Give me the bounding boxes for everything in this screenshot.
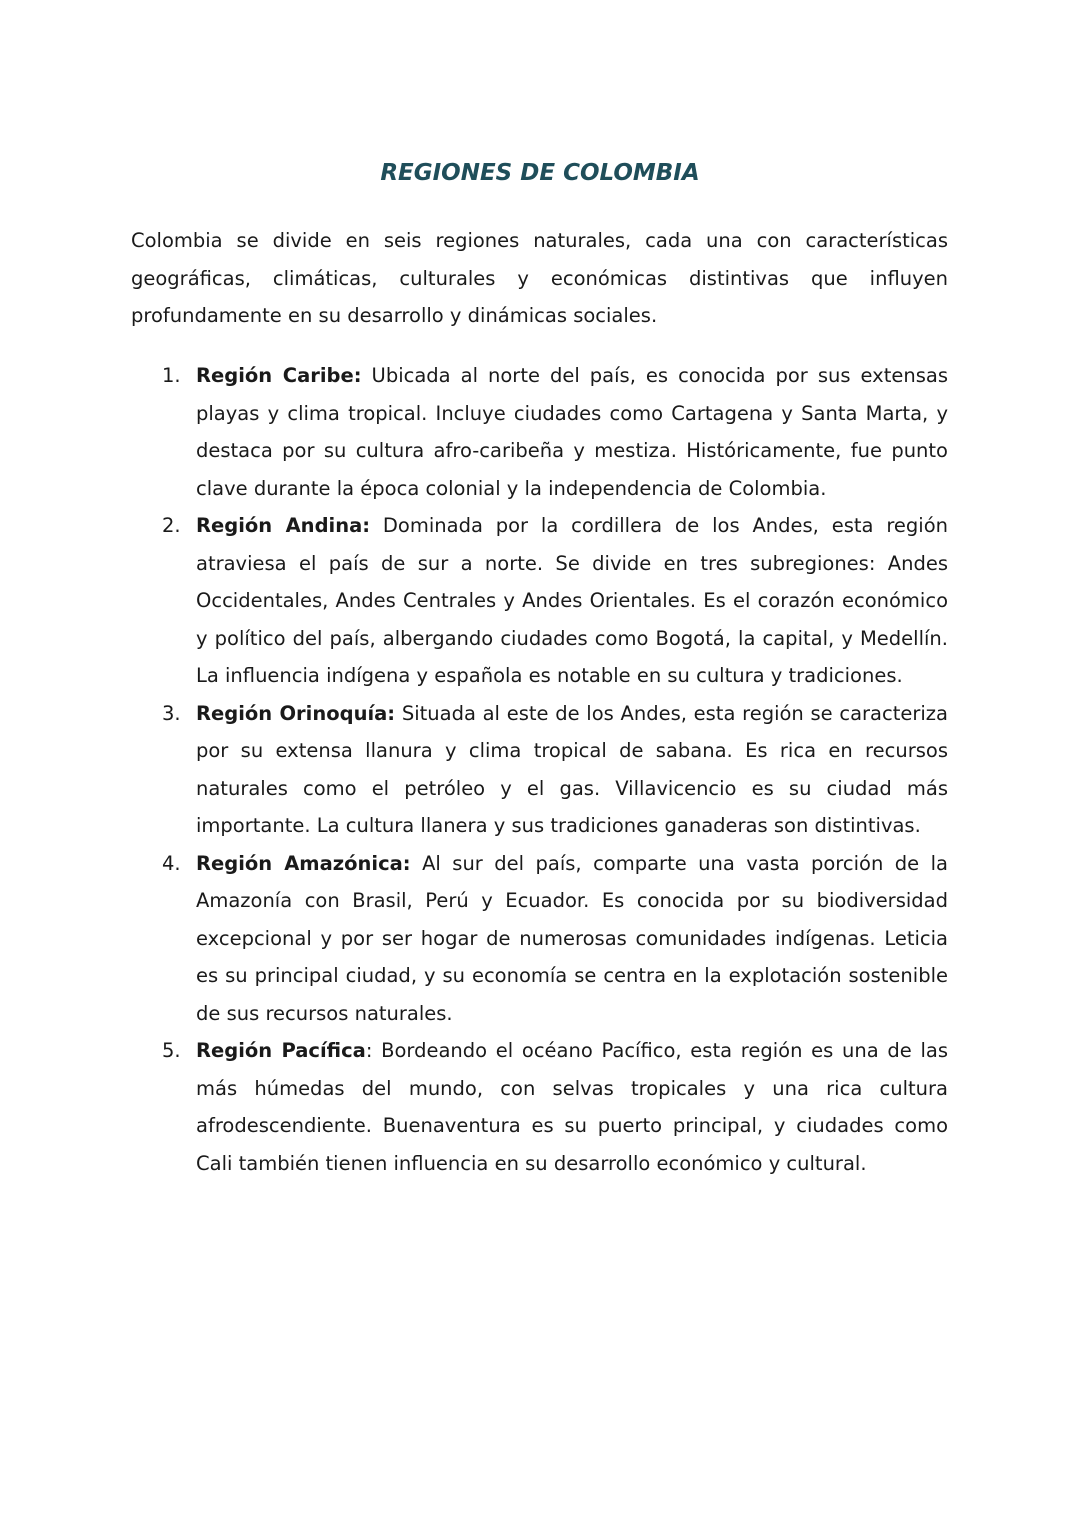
region-name: Región Amazónica: [196, 851, 411, 875]
list-number: 1. [162, 364, 181, 387]
page-title: REGIONES DE COLOMBIA [380, 160, 700, 186]
intro-paragraph: Colombia se divide en seis regiones naturales, cada una con características geográficas, climáticas, culturales y económicas distintivas que influyen profundamente en su desarrollo y dinámicas sociales. [131, 229, 948, 327]
list-number: 4. [162, 851, 181, 875]
list-item-caribe [131, 357, 948, 507]
list-number: 5. [162, 1039, 181, 1062]
region-description: Ubicada al norte del país, es conocida por sus extensas playas y clima tropical. Incluye ciudades como Cartagena y Santa Marta, y destaca por su cultura afro-caribeña y mestiza. Históricamente, fue punto clave durante la época colonial y la independencia de Colombia. [196, 364, 948, 500]
list-item-orinoquia [131, 695, 948, 845]
region-description: Situada al este de los Andes, esta región se caracteriza por su extensa llanura y clima tropical de sabana. Es rica en recursos naturales como el petróleo y el gas. Villavicencio es su ciudad más importante. La cultura llanera y sus tradiciones ganaderas son distintivas. [196, 701, 948, 837]
list-number: 3. [162, 701, 181, 725]
list-number: 2. [162, 514, 181, 537]
region-description: : Bordeando el océano Pacífico, esta región es una de las más húmedas del mundo, con selvas tropicales y una rica cultura afrodescendiente. Buenaventura es su puerto principal, y ciudades como Cali también tienen influencia en su desarrollo económico y cultural. [196, 1039, 948, 1175]
list-item-andina [131, 507, 948, 695]
region-name: Región Caribe: [196, 364, 362, 387]
region-description: Al sur del país, comparte una vasta porción de la Amazonía con Brasil, Perú y Ecuador. Es conocida por su biodiversidad excepcional y por ser hogar de numerosas comunidades indígenas. Leticia es su principal ciudad, y su economía se centra en la explotación sostenible de sus recursos naturales. [196, 851, 948, 1025]
region-name: Región Pacífica [196, 1039, 366, 1062]
list-item-pacifica [131, 1032, 948, 1182]
region-name: Región Andina: [196, 514, 371, 537]
region-list [131, 357, 948, 1182]
region-description: Dominada por la cordillera de los Andes, esta región atraviesa el país de sur a norte. Se divide en tres subregiones: Andes Occidentales, Andes Centrales y Andes Orientales. Es el corazón económico y político del país, albergando ciudades como Bogotá, la capital, y Medellín. La influencia indígena y española es notable en su cultura y tradiciones. [196, 514, 948, 687]
list-item-amazonica [131, 845, 948, 1033]
region-name: Región Orinoquía: [196, 701, 396, 725]
